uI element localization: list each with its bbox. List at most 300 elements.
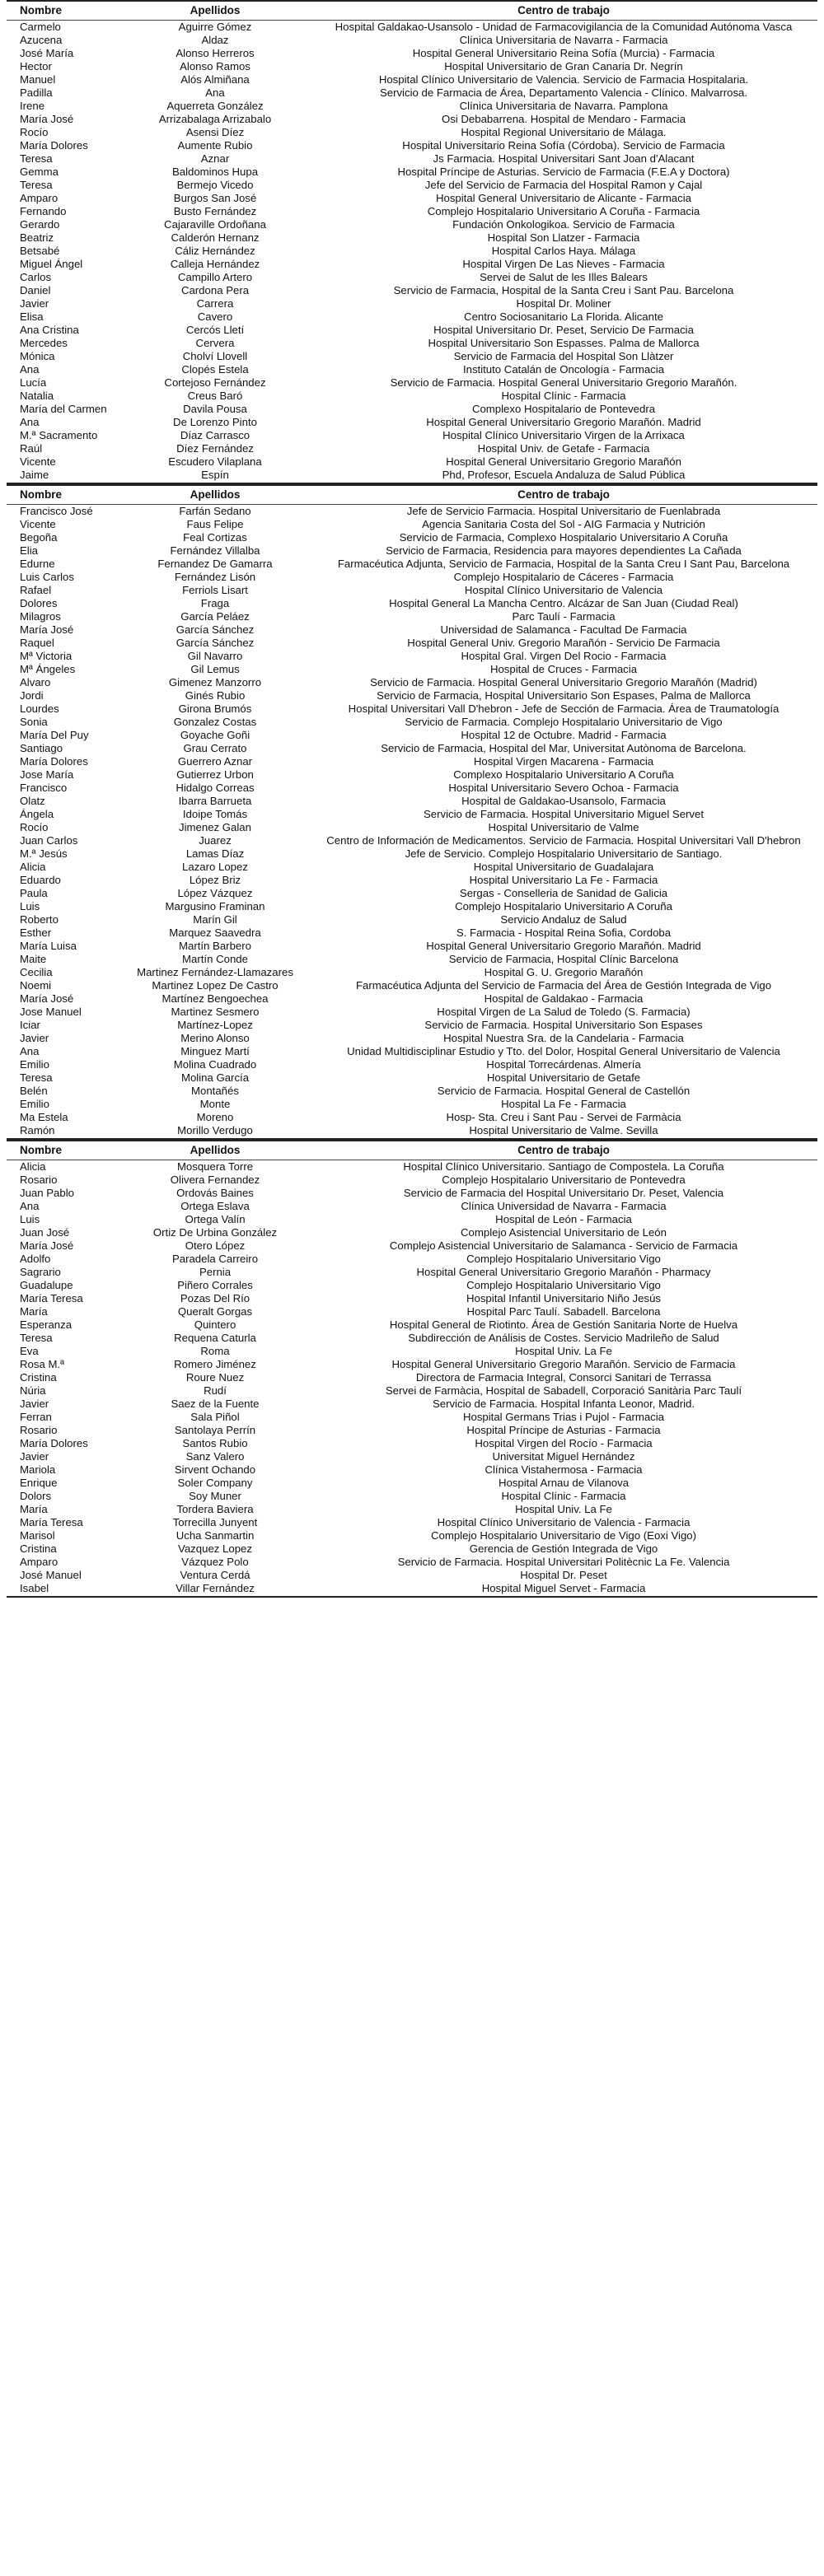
table-row <box>7 1071 817 1085</box>
table-row <box>7 584 817 597</box>
table-row <box>7 21 817 35</box>
table-row <box>7 192 817 205</box>
person-workplace: Farmacéutica Adjunta del Servicio de Farmacia del Área de Gestión Integrada de Vigo <box>355 979 772 992</box>
person-workplace: Clínica Universitaria de Navarra - Farmacia <box>459 34 668 46</box>
person-surname: Saez de la Fuente <box>171 1398 260 1410</box>
table-row <box>7 1279 817 1292</box>
table-row <box>7 834 817 847</box>
table-row <box>7 1463 817 1477</box>
table-row <box>7 179 817 192</box>
person-surname: Otero López <box>185 1239 246 1252</box>
person-first-name: Manuel <box>20 73 56 86</box>
table-row <box>7 571 817 584</box>
person-workplace: Osi Debabarrena. Hospital de Mendaro - Farmacia <box>441 113 686 125</box>
person-surname: De Lorenzo Pinto <box>173 416 257 428</box>
person-surname: Morillo Verdugo <box>120 1124 310 1139</box>
person-first-name: Rocío <box>20 821 49 833</box>
person-workplace: Complejo Hospitalario Universitario de Vigo (Eoxi Vigo) <box>430 1529 697 1542</box>
person-surname: Ucha Sanmartin <box>176 1529 255 1542</box>
table-row <box>7 992 817 1006</box>
person-first-name: Rosario <box>20 1424 58 1436</box>
person-surname: Feal Cortizas <box>183 531 247 544</box>
person-first-name: Lucía <box>20 376 47 389</box>
person-surname: Martínez Bengoechea <box>162 992 269 1005</box>
person-first-name: Raúl <box>20 442 43 455</box>
person-surname: Ventura Cerdá <box>180 1569 250 1581</box>
person-first-name: Teresa <box>20 1332 53 1344</box>
table-header-row <box>7 1141 817 1160</box>
person-surname: Roure Nuez <box>185 1371 245 1384</box>
person-workplace: Hospital Regional Universitario de Málaga. <box>461 126 667 138</box>
table-row <box>7 676 817 689</box>
person-surname: Rudí <box>204 1384 227 1397</box>
table-row <box>7 442 817 455</box>
person-surname: Arrizabalaga Arrizabalo <box>158 113 272 125</box>
table-row <box>7 1124 817 1139</box>
table-row <box>7 610 817 623</box>
table-row <box>7 1111 817 1124</box>
person-surname: Vázquez Polo <box>181 1556 249 1568</box>
person-workplace: Hospital de Cruces - Farmacia <box>489 663 638 675</box>
person-surname: Torrecilla Junyent <box>172 1516 258 1528</box>
person-workplace: Hospital Universitario de Guadalajara <box>473 861 654 873</box>
person-first-name: Daniel <box>20 284 51 296</box>
table-row <box>7 900 817 913</box>
person-surname: Aznar <box>200 152 230 165</box>
table-row <box>7 271 817 284</box>
person-first-name: Ana <box>20 1045 40 1057</box>
person-workplace: Hospital Univ. La Fe <box>515 1503 612 1515</box>
person-workplace: Hospital Gral. Virgen Del Rocio - Farmacia <box>461 650 667 662</box>
person-surname: Martín Barbero <box>179 940 251 952</box>
person-first-name: Noemi <box>20 979 52 992</box>
person-surname: Mosquera Torre <box>176 1160 254 1173</box>
person-workplace: Gerencia de Gestión Integrada de Vigo <box>469 1542 658 1555</box>
person-surname: Asensi Díez <box>185 126 245 138</box>
table-row <box>7 1424 817 1437</box>
person-first-name: Vicente <box>20 455 56 468</box>
person-surname: Martín Conde <box>182 953 248 965</box>
person-workplace: Hospital Clínico Universitario de Valencia. Servicio de Farmacia Hospitalaria. <box>378 73 749 86</box>
person-first-name: Isabel <box>7 1582 120 1597</box>
person-workplace: Hospital Universitario Son Espasses. Palma de Mallorca <box>428 337 700 349</box>
person-first-name: Teresa <box>20 179 53 191</box>
person-surname: Sanz Valero <box>185 1450 245 1463</box>
person-first-name: Jose María <box>20 768 74 781</box>
table-row <box>7 403 817 416</box>
person-first-name: Dolores <box>20 597 58 609</box>
person-surname: Gimenez Manzorro <box>168 676 262 688</box>
person-first-name: Luis <box>20 1213 40 1225</box>
column-header-nombre: Nombre <box>7 485 120 505</box>
person-workplace: Centro Sociosanitario La Florida. Alicante <box>464 310 663 323</box>
person-surname: Escudero Vilaplana <box>168 455 262 468</box>
table-row <box>7 861 817 874</box>
person-first-name: Beatriz <box>20 231 54 244</box>
person-workplace: Fundación Onkologikoa. Servicio de Farmacia <box>452 218 675 231</box>
person-first-name: María Del Puy <box>20 729 89 741</box>
person-surname: Lamas Díaz <box>185 847 245 860</box>
person-surname: Bermejo Vicedo <box>176 179 254 191</box>
person-workplace: Hospital Príncipe de Asturias - Farmacia <box>466 1424 661 1436</box>
person-first-name: Jordi <box>20 689 44 702</box>
table-row <box>7 1516 817 1529</box>
person-first-name: Fernando <box>20 205 67 217</box>
person-first-name: Rocío <box>20 126 49 138</box>
person-surname: Ibarra Barrueta <box>178 795 252 807</box>
person-surname: García Sánchez <box>176 623 255 636</box>
person-first-name: Alicia <box>20 861 46 873</box>
table-row <box>7 1582 817 1597</box>
person-first-name: Ana Cristina <box>20 324 79 336</box>
person-first-name: Juan Pablo <box>20 1187 74 1199</box>
person-workplace: Hospital Germans Trias i Pujol - Farmacia <box>462 1411 665 1423</box>
person-first-name: Ana <box>20 416 40 428</box>
table-row <box>7 126 817 139</box>
person-first-name: Marisol <box>20 1529 55 1542</box>
person-workplace: Clínica Vistahermosa - Farmacia <box>485 1463 643 1476</box>
table-row <box>7 1477 817 1490</box>
person-surname: Villar Fernández <box>120 1582 310 1597</box>
person-surname: Jimenez Galan <box>179 821 251 833</box>
person-first-name: Ma Estela <box>20 1111 68 1123</box>
table-row <box>7 663 817 676</box>
table-row <box>7 205 817 218</box>
table-row <box>7 755 817 768</box>
table-row <box>7 284 817 297</box>
person-workplace: Hospital Infantil Universitario Niño Jesús <box>466 1292 661 1304</box>
person-surname: Fraga <box>200 597 230 609</box>
table-row <box>7 847 817 861</box>
person-workplace: Hospital General Universitario Gregorio Marañón <box>446 455 681 468</box>
person-workplace: Hospital General Univ. Gregorio Marañón - Servicio De Farmacia <box>407 637 720 649</box>
person-first-name: Rafael <box>20 584 52 596</box>
person-surname: Busto Fernández <box>173 205 257 217</box>
person-first-name: María <box>20 1503 48 1515</box>
person-workplace: Hospital de Galdakao-Usansolo, Farmacia <box>461 795 666 807</box>
person-first-name: Mª Ángeles <box>20 663 76 675</box>
person-surname: Clopés Estela <box>181 363 249 376</box>
person-surname: Sirvent Ochando <box>174 1463 256 1476</box>
table-row <box>7 716 817 729</box>
person-first-name: Sonia <box>20 716 48 728</box>
person-first-name: Amparo <box>20 1556 59 1568</box>
person-workplace: Hospital Príncipe de Asturias. Servicio de Farmacia (F.E.A y Doctora) <box>397 166 730 178</box>
column-header-centro: Centro de trabajo <box>310 485 817 505</box>
table-row <box>7 86 817 100</box>
person-surname: Pernia <box>199 1266 232 1278</box>
person-workplace: Hospital Miguel Servet - Farmacia <box>310 1582 817 1597</box>
person-surname: Carrera <box>196 297 234 310</box>
person-first-name: Emilio <box>20 1098 49 1110</box>
person-surname: Piñero Corrales <box>177 1279 253 1291</box>
person-workplace: Hospital Dr. Moliner <box>516 297 611 310</box>
person-surname: Girona Brumós <box>178 702 252 715</box>
person-surname: Sala Piñol <box>190 1411 240 1423</box>
table-row <box>7 390 817 403</box>
table-row <box>7 729 817 742</box>
table-row <box>7 376 817 390</box>
person-first-name: Luis Carlos <box>20 571 74 583</box>
person-workplace: Hospital Clínico Universitario de Valencia <box>464 584 663 596</box>
person-surname: Pozas Del Río <box>180 1292 250 1304</box>
table-row <box>7 139 817 152</box>
table-row <box>7 1398 817 1411</box>
column-header-apellidos: Apellidos <box>120 485 310 505</box>
person-surname: Roma <box>200 1345 230 1357</box>
person-first-name: María Dolores <box>20 139 88 152</box>
person-surname: Fernández Villalba <box>170 544 260 557</box>
table-row <box>7 455 817 469</box>
person-first-name: Betsabé <box>20 245 60 257</box>
person-workplace: Servicio Andaluz de Salud <box>500 913 627 926</box>
person-surname: López Briz <box>189 874 241 886</box>
person-workplace: Hospital General Universitario Gregorio Marañón. Madrid <box>426 940 701 952</box>
person-first-name: Ferran <box>20 1411 52 1423</box>
person-surname: Martínez-Lopez <box>177 1019 253 1031</box>
table-row <box>7 953 817 966</box>
table-row <box>7 429 817 442</box>
person-first-name: Jaime <box>7 469 120 483</box>
table-row <box>7 1318 817 1332</box>
person-surname: Margusino Framinan <box>165 900 265 912</box>
person-workplace: Hospital Torrecárdenas. Almería <box>486 1058 641 1071</box>
person-workplace: Hospital Virgen de La Salud de Toledo (S. Farmacia) <box>437 1006 691 1018</box>
person-surname: Molina García <box>180 1071 250 1084</box>
person-first-name: Sagrario <box>20 1266 61 1278</box>
contributors-table-1 <box>7 0 817 484</box>
person-surname: Cortejoso Fernández <box>164 376 266 389</box>
table-row <box>7 689 817 702</box>
person-surname: Minguez Martí <box>180 1045 250 1057</box>
table-row <box>7 821 817 834</box>
person-surname: Ferriols Lisart <box>182 584 248 596</box>
person-surname: Aguirre Gómez <box>178 21 252 33</box>
column-header-nombre: Nombre <box>7 1141 120 1160</box>
person-workplace: Farmacéutica Adjunta, Servicio de Farmacia, Hospital de la Santa Creu I Sant Pau, Barcelona <box>337 558 790 570</box>
table-row <box>7 416 817 429</box>
table-row <box>7 1006 817 1019</box>
contributors-table-2 <box>7 484 817 1140</box>
table-row <box>7 1332 817 1345</box>
person-workplace: Hospital Universitario La Fe - Farmacia <box>469 874 658 886</box>
person-workplace: Servicio de Farmacia. Hospital Universitari Politècnic La Fe. Valencia <box>397 1556 730 1568</box>
person-workplace: Hospital Universitario Dr. Peset, Servicio De Farmacia <box>433 324 694 336</box>
person-surname: Calleja Hernández <box>170 258 260 270</box>
table-row <box>7 913 817 926</box>
person-surname: Santolaya Perrín <box>174 1424 256 1436</box>
person-workplace: Servicio de Farmacia de Área, Departamento Valencia - Clínico. Malvarrosa. <box>379 86 748 99</box>
table-row <box>7 926 817 940</box>
table-row <box>7 874 817 887</box>
person-first-name: José María <box>20 47 74 59</box>
person-first-name: Mariola <box>20 1463 56 1476</box>
person-workplace: Jefe de Servicio Farmacia. Hospital Universitario de Fuenlabrada <box>406 505 721 517</box>
person-first-name: Javier <box>20 1450 49 1463</box>
table-row <box>7 1450 817 1463</box>
person-workplace: Servicio de Farmacia. Hospital Universitario Son Espases <box>424 1019 703 1031</box>
person-workplace: Hospital Universitario de Getafe <box>486 1071 641 1084</box>
table-row <box>7 1200 817 1213</box>
person-surname: Ortega Eslava <box>180 1200 250 1212</box>
person-workplace: Universidad de Salamanca - Facultad De Farmacia <box>440 623 687 636</box>
person-first-name: Iciar <box>20 1019 40 1031</box>
person-workplace: Hospital Clínico Universitario Virgen de la Arrixaca <box>442 429 685 441</box>
person-first-name: María Dolores <box>20 755 88 768</box>
person-workplace: Servicio de Farmacia, Complexo Hospitalario Universitario A Coruña <box>399 531 728 544</box>
person-first-name: Cristina <box>20 1542 57 1555</box>
person-first-name: Carmelo <box>20 21 61 33</box>
person-workplace: Hospital Son Llatzer - Farmacia <box>487 231 640 244</box>
table-row <box>7 1098 817 1111</box>
person-workplace: Parc Taulí - Farmacia <box>512 610 616 623</box>
person-workplace: Complejo Hospitalario Universitario A Coruña <box>455 900 672 912</box>
person-workplace: Js Farmacia. Hospital Universitari Sant Joan d'Alacant <box>433 152 695 165</box>
person-workplace: Hospital Universitario de Valme <box>488 821 639 833</box>
person-surname: Burgos San José <box>173 192 257 204</box>
person-surname: Goyache Goñi <box>180 729 250 741</box>
person-workplace: Unidad Multidisciplinar Estudio y Tto. del Dolor, Hospital General Universitario de Valencia <box>347 1045 780 1057</box>
person-surname: Fernández Lisón <box>174 571 256 583</box>
person-workplace: Servicio de Farmacia, Residencia para mayores dependientes La Cañada <box>386 544 742 557</box>
table-row <box>7 1253 817 1266</box>
person-first-name: Cecilia <box>20 966 53 978</box>
person-workplace: Servicio de Farmacia. Hospital General de Castellón <box>437 1085 691 1097</box>
person-surname: Gonzalez Costas <box>173 716 257 728</box>
person-workplace: Hospital Arnau de Vilanova <box>498 1477 630 1489</box>
person-workplace: Jefe del Servicio de Farmacia del Hospital Ramon y Cajal <box>424 179 703 191</box>
person-first-name: Enrique <box>20 1477 58 1489</box>
person-workplace: Sergas - Conselleria de Sanidad de Galicia <box>459 887 668 899</box>
person-surname: Paradela Carreiro <box>171 1253 259 1265</box>
table-row <box>7 152 817 166</box>
person-surname: Juarez <box>199 834 232 847</box>
table-row <box>7 1019 817 1032</box>
person-surname: Baldominos Hupa <box>171 166 259 178</box>
person-first-name: Teresa <box>20 152 53 165</box>
person-workplace: Servicio de Farmacia del Hospital Universitario Dr. Peset, Valencia <box>403 1187 724 1199</box>
person-surname: Cardona Pera <box>180 284 250 296</box>
person-surname: Gutierrez Urbon <box>176 768 254 781</box>
person-workplace: Hospital 12 de Octubre. Madrid - Farmacia <box>461 729 667 741</box>
table-row <box>7 1174 817 1187</box>
person-workplace: Hospital Virgen De Las Nieves - Farmacia <box>462 258 665 270</box>
person-first-name: Dolors <box>20 1490 52 1502</box>
person-first-name: Ramón <box>7 1124 120 1139</box>
person-workplace: Instituto Catalán de Oncología - Farmacia <box>462 363 665 376</box>
person-first-name: Natalia <box>20 390 54 402</box>
person-surname: García Sánchez <box>176 637 255 649</box>
person-surname: Ortega Valín <box>185 1213 246 1225</box>
person-first-name: Edurne <box>20 558 55 570</box>
table-row <box>7 350 817 363</box>
table-row <box>7 1213 817 1226</box>
person-workplace: Hospital Galdakao-Usansolo - Unidad de Farmacovigilancia de la Comunidad Autónoma Vasca <box>335 21 793 33</box>
person-first-name: María Teresa <box>20 1292 83 1304</box>
person-workplace: Hospital Virgen del Rocío - Farmacia <box>475 1437 653 1449</box>
table-row <box>7 544 817 558</box>
table-header-row <box>7 485 817 505</box>
person-surname: Ordovás Baines <box>176 1187 254 1199</box>
person-first-name: Cristina <box>20 1371 57 1384</box>
person-workplace: Hospital Dr. Peset <box>520 1569 607 1581</box>
person-surname: Marín Gil <box>193 913 237 926</box>
table-row <box>7 782 817 795</box>
person-surname: Creus Baró <box>187 390 243 402</box>
person-surname: Marquez Saavedra <box>169 926 261 939</box>
person-first-name: Gemma <box>20 166 59 178</box>
person-first-name: Rosario <box>20 1174 58 1186</box>
person-workplace: Hospital General Universitario Gregorio Marañón. Servicio de Farmacia <box>391 1358 736 1370</box>
person-workplace: Servicio de Farmacia. Complejo Hospitalario Universitario de Vigo <box>405 716 723 728</box>
person-workplace: Hospital Parc Taulí. Sabadell. Barcelona <box>466 1305 661 1318</box>
person-surname: Alonso Ramos <box>180 60 250 72</box>
person-workplace: Servicio de Farmacia del Hospital Son Llàtzer <box>453 350 674 362</box>
person-workplace: Hospital de Galdakao - Farmacia <box>484 992 644 1005</box>
person-workplace: Hospital General de Riotinto. Área de Gestión Sanitaria Norte de Huelva <box>389 1318 738 1331</box>
person-first-name: Azucena <box>20 34 63 46</box>
person-workplace: Hospital La Fe - Farmacia <box>501 1098 626 1110</box>
person-workplace: Complejo Asistencial Universitario de Salamanca - Servicio de Farmacia <box>389 1239 738 1252</box>
table-row <box>7 966 817 979</box>
person-first-name: Hector <box>20 60 52 72</box>
person-workplace: Hospital Universitario de Valme. Sevilla <box>310 1124 817 1139</box>
person-workplace: Hospital Clínico Universitario de Valencia - Farmacia <box>437 1516 691 1528</box>
table-row <box>7 1292 817 1305</box>
person-surname: García Peláez <box>180 610 250 623</box>
person-surname: Farfán Sedano <box>179 505 251 517</box>
person-first-name: Teresa <box>20 1071 53 1084</box>
person-first-name: Belén <box>20 1085 48 1097</box>
person-surname: Santos Rubio <box>182 1437 248 1449</box>
person-first-name: María José <box>20 1239 74 1252</box>
person-workplace: Hospital Clínic - Farmacia <box>501 390 626 402</box>
person-workplace: Phd, Profesor, Escuela Andaluza de Salud Pública <box>310 469 817 483</box>
person-surname: Cervera <box>195 337 235 349</box>
person-surname: Aquerreta González <box>166 100 264 112</box>
person-workplace: Complejo Hospitalario de Cáceres - Farmacia <box>453 571 674 583</box>
person-workplace: Hospital Universitario Severo Ochoa - Farmacia <box>448 782 679 794</box>
person-surname: Quintero <box>194 1318 236 1331</box>
person-surname: Martinez Fernández-Llamazares <box>137 966 293 978</box>
person-first-name: Luis <box>20 900 40 912</box>
table-row <box>7 742 817 755</box>
person-first-name: Francisco José <box>20 505 93 517</box>
person-surname: Aumente Rubio <box>177 139 253 152</box>
table-row <box>7 1032 817 1045</box>
table-row <box>7 650 817 663</box>
person-workplace: Hospital Universitario de Gran Canaria Dr. Negrín <box>444 60 683 72</box>
person-surname: Molina Cuadrado <box>173 1058 257 1071</box>
column-header-centro: Centro de trabajo <box>310 1 817 21</box>
person-first-name: María José <box>20 992 74 1005</box>
column-header-apellidos: Apellidos <box>120 1141 310 1160</box>
table-row <box>7 1542 817 1556</box>
person-workplace: Hospital Universitari Vall D'hebron - Jefe de Sección de Farmacia. Área de Traumatología <box>348 702 780 715</box>
table-row <box>7 1305 817 1318</box>
person-first-name: Miguel Ángel <box>20 258 83 270</box>
table-row <box>7 558 817 571</box>
person-first-name: Eduardo <box>20 874 61 886</box>
table-row <box>7 768 817 782</box>
table-row <box>7 166 817 179</box>
person-first-name: Mercedes <box>20 337 68 349</box>
person-first-name: Lourdes <box>20 702 59 715</box>
person-first-name: Javier <box>20 297 49 310</box>
table-row <box>7 1266 817 1279</box>
person-workplace: Complexo Hospitalario de Pontevedra <box>471 403 656 415</box>
table-row <box>7 1187 817 1200</box>
